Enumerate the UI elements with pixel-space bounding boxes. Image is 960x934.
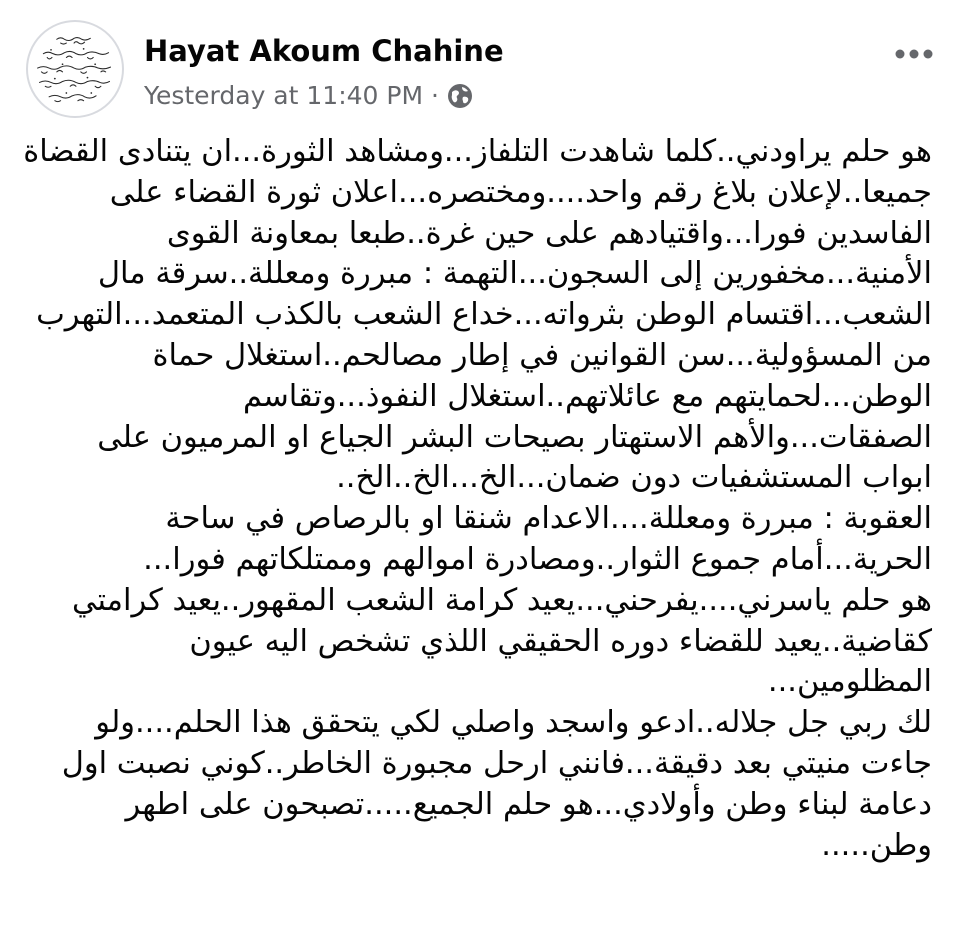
more-options-button[interactable] — [886, 34, 942, 74]
author-name[interactable]: Hayat Akoum Chahine — [144, 34, 504, 68]
post-paragraph: لك ربي جل جلاله..ادعو واسجد واصلي لكي يتحقق هذا الحلم....ولو جاءت منيتي بعد دقيقة...فانني ارحل مجبورة الخاطر..كوني نصبت اول دعامة لبناء وطن وأولادي...هو حلم الجميع.....تصبحون على اطهر وطن..... — [61, 705, 932, 863]
post-paragraph: هو حلم يراودني..كلما شاهدت التلفاز...ومشاهد الثورة...ان يتنادى القضاة جميعا..لإعلان بلاغ رقم واحد....ومختصره...اعلان ثورة القضاء على الفاسدين فورا...واقتيادهم على حين غرة..طبعا بمعاونة القوى الأمنية...مخفورين إلى السجون...التهمة : مبررة ومعللة..سرقة مال الشعب...اقتسام الوطن بثرواته...خداع الشعب بالكذب المتعمد...التهرب من المسؤولية...سن القوانين في إطار مصالحم..استغلال حماة الوطن...لحمايتهم مع عائلاتهم..استغلال النفوذ...وتقاسم الصفقات...والأهم الاستهتار بصيحات البشر الجياع او المرميون على ابواب المستشفيات دون ضمان...الخ...الخ..الخ.. — [23, 134, 932, 496]
calligraphy-avatar-icon — [28, 22, 122, 116]
post-paragraph: العقوبة : مبررة ومعللة....الاعدام شنقا او بالرصاص في ساحة الحرية...أمام جموع الثوار..ومصادرة اموالهم وممتلكاتهم فورا... — [143, 501, 932, 577]
more-options-icon — [894, 48, 934, 60]
meta-separator: · — [431, 81, 439, 110]
post-paragraph: هو حلم ياسرني....يفرحني...يعيد كرامة الشعب المقهور..يعيد كرامتي كقاضية..يعيد للقضاء دوره الحقيقي اللذي تشخص اليه عيون المظلومين... — [72, 582, 932, 700]
post-text — [20, 132, 932, 866]
post-timestamp[interactable]: Yesterday at 11:40 PM — [144, 81, 424, 110]
globe-icon[interactable] — [447, 83, 473, 109]
post-meta — [144, 81, 473, 110]
post-header — [0, 0, 960, 130]
avatar[interactable] — [26, 20, 124, 118]
